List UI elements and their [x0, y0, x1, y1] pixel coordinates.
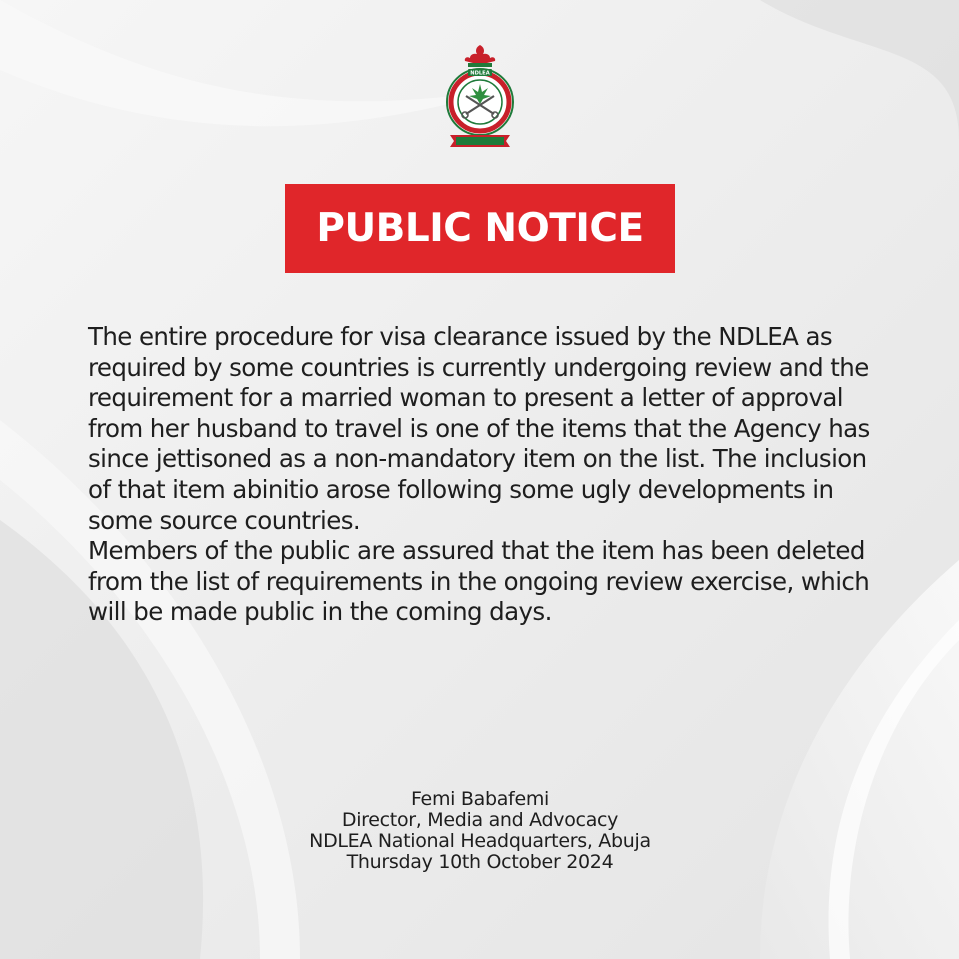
banner-title: PUBLIC NOTICE	[316, 206, 644, 251]
signatory-name: Femi Babafemi	[410, 788, 550, 810]
notice-date: Thursday 10th October 2024	[346, 851, 614, 873]
public-notice-banner	[285, 184, 675, 273]
notice-paragraph: Members of the public are assured that the item has been deleted from the list of requirements in the ongoing review exercise, which will be made public in the coming days.	[88, 536, 870, 627]
crest-icon	[440, 42, 520, 152]
signatory-office: NDLEA National Headquarters, Abuja	[309, 830, 651, 852]
ndlea-logo	[440, 42, 520, 152]
notice-paragraph: The entire procedure for visa clearance issued by the NDLEA as required by some countries is currently undergoing review and the requirement for a married woman to present a letter of approval from her husband to travel is one of the items that the Agency has since jettisoned as a non-mandatory item on the list. The inclusion of that item abinitio arose following some ugly developments in some source countries.	[88, 322, 870, 535]
notice-body	[88, 322, 878, 628]
signatory-title: Director, Media and Advocacy	[341, 809, 619, 831]
signature-block	[180, 789, 780, 873]
svg-text:NDLEA: NDLEA	[470, 70, 490, 77]
